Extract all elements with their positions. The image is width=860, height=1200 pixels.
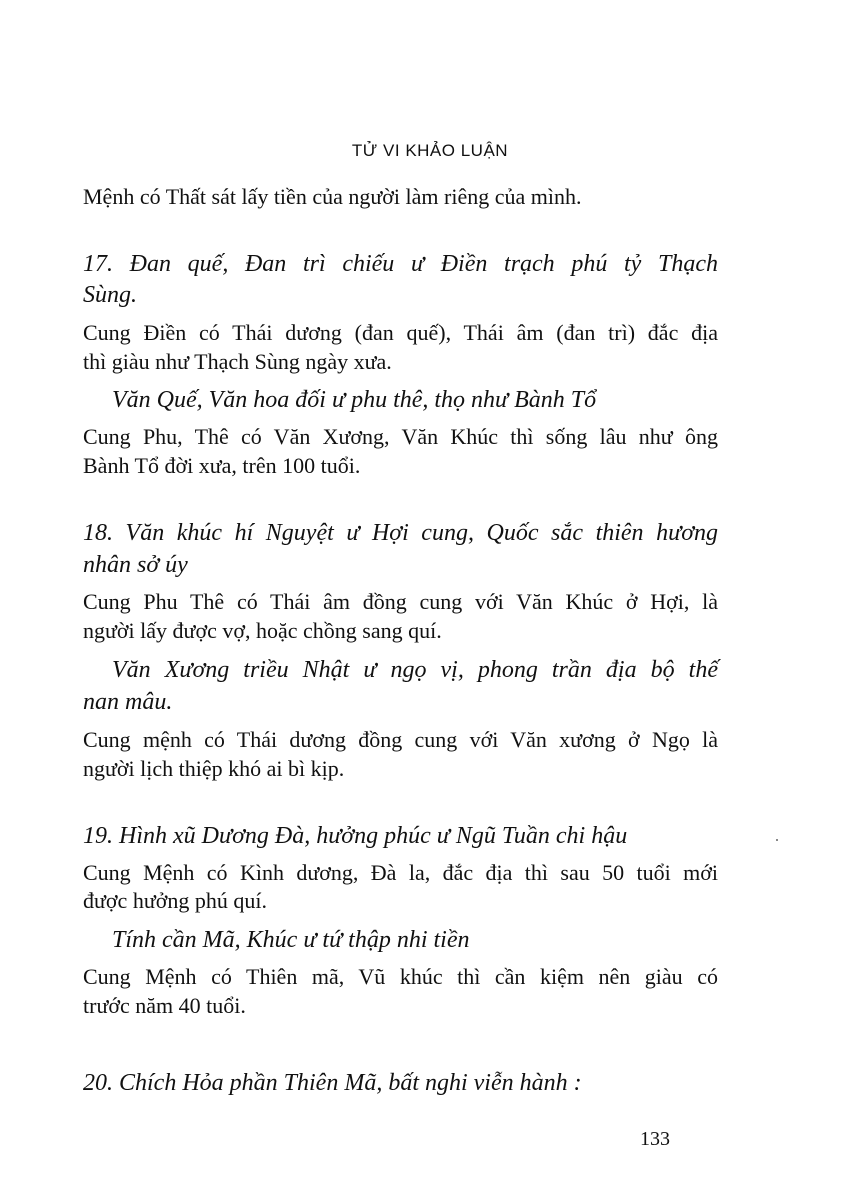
body-line: Cung Điền có Thái dương (đan quế), Thái âm (đan trì) đắc địa xyxy=(83,320,718,345)
body-line: Cung Phu Thê có Thái âm đồng cung với Văn Khúc ở Hợi, là xyxy=(83,589,718,614)
body-line: thì giàu như Thạch Sùng ngày xưa. xyxy=(83,349,392,374)
verse-line: Tính cần Mã, Khúc ư tứ thập nhi tiền xyxy=(112,927,470,953)
section-18-heading-cont: nhân sở úy xyxy=(83,552,188,578)
body-line: Mệnh có Thất sát lấy tiền của người làm riêng của mình. xyxy=(83,184,582,209)
page-number: 133 xyxy=(640,1128,670,1150)
scan-speck xyxy=(776,839,778,841)
body-line: Cung mệnh có Thái dương đồng cung với Văn xương ở Ngọ là xyxy=(83,727,718,752)
section-20-heading: 20. Chích Hỏa phần Thiên Mã, bất nghi viễn hành : xyxy=(83,1070,582,1096)
verse-line-cont: nan mâu. xyxy=(83,689,173,715)
body-line: Cung Mệnh có Kình dương, Đà la, đắc địa thì sau 50 tuổi mới xyxy=(83,860,718,885)
section-19-heading: 19. Hình xũ Dương Đà, hưởng phúc ư Ngũ Tuần chi hậu xyxy=(83,823,628,849)
section-17-heading: 17. Đan quế, Đan trì chiếu ư Điền trạch phú tỷ Thạch xyxy=(83,251,718,277)
section-17-heading-cont: Sùng. xyxy=(83,282,137,308)
body-line: được hưởng phú quí. xyxy=(83,888,267,913)
body-line: người lấy được vợ, hoặc chồng sang quí. xyxy=(83,618,442,643)
running-header: TỬ VI KHẢO LUẬN xyxy=(351,141,509,160)
section-18-heading: 18. Văn khúc hí Nguyệt ư Hợi cung, Quốc sắc thiên hương xyxy=(83,520,718,546)
body-line: người lịch thiệp khó ai bì kịp. xyxy=(83,756,345,781)
body-line: Bành Tổ đời xưa, trên 100 tuổi. xyxy=(83,453,361,478)
body-line: Cung Mệnh có Thiên mã, Vũ khúc thì cần kiệm nên giàu có xyxy=(83,964,718,989)
body-line: Cung Phu, Thê có Văn Xương, Văn Khúc thì sống lâu như ông xyxy=(83,424,718,449)
verse-line: Văn Quế, Văn hoa đối ư phu thê, thọ như Bành Tổ xyxy=(112,387,597,413)
verse-line: Văn Xương triều Nhật ư ngọ vị, phong trần địa bộ thế xyxy=(112,657,718,683)
body-line: trước năm 40 tuổi. xyxy=(83,993,246,1018)
